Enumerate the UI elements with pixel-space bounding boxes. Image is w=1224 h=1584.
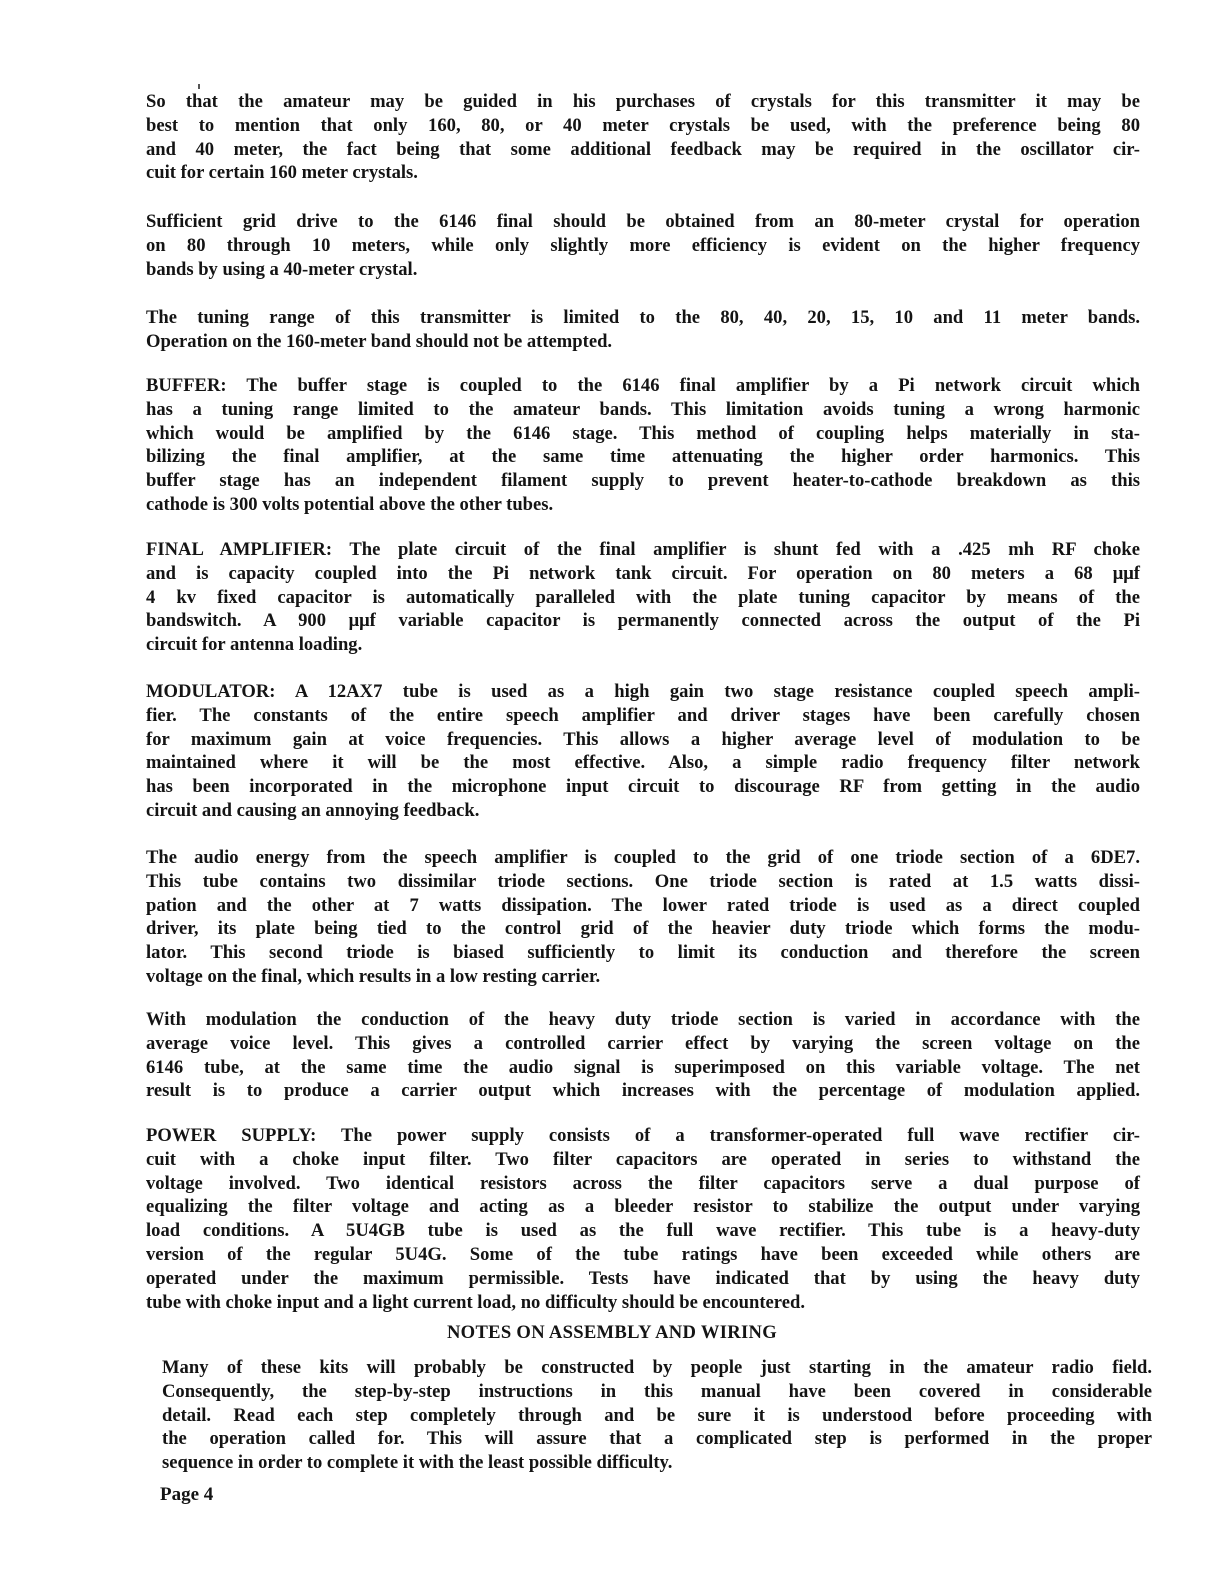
text-line: voltage on the final, which results in a low resting carrier. [146, 965, 601, 987]
text-line: This tube contains two dissimilar triode sections. One triode section is rated at 1.5 watts dissi- [146, 870, 1140, 892]
text-line: pation and the other at 7 watts dissipation. The lower rated triode is used as a direct coupled [146, 894, 1140, 916]
paragraph-modulator [146, 680, 1140, 823]
text-line: voltage involved. Two identical resistors across the filter capacitors serve a dual purpose of [146, 1172, 1140, 1194]
text-line: average voice level. This gives a controlled carrier effect by varying the screen voltage on the [146, 1032, 1140, 1054]
text-line: cathode is 300 volts potential above the other tubes. [146, 493, 554, 515]
text-line: equalizing the filter voltage and acting as a bleeder resistor to stabilize the output under varying [146, 1196, 1140, 1218]
text-line: The audio energy from the speech amplifier is coupled to the grid of one triode section of a 6DE7. [146, 847, 1140, 868]
text-line: With modulation the conduction of the heavy duty triode section is varied in accordance with the [146, 1009, 1140, 1030]
text-line: version of the regular 5U4G. Some of the tube ratings have been exceeded while others are [146, 1243, 1140, 1265]
text-line: fier. The constants of the entire speech amplifier and driver stages have been carefully chosen [146, 704, 1140, 726]
text-line: cuit with a choke input filter. Two filter capacitors are operated in series to withstand the [146, 1148, 1140, 1170]
text-line: MODULATOR: A 12AX7 tube is used as a high gain two stage resistance coupled speech ampli- [146, 681, 1140, 702]
text-line: The tuning range of this transmitter is limited to the 80, 40, 20, 15, 10 and 11 meter bands. [146, 307, 1140, 328]
text-line: operated under the maximum permissible. Tests have indicated that by using the heavy duty [146, 1267, 1140, 1289]
text-line: circuit and causing an annoying feedback. [146, 799, 480, 821]
text-line: Many of these kits will probably be constructed by people just starting in the amateur radio field. [162, 1357, 1152, 1378]
paragraph-grid-drive [146, 210, 1140, 281]
text-line: has been incorporated in the microphone input circuit to discourage RF from getting in the audio [146, 776, 1140, 798]
text-line: bands by using a 40-meter crystal. [146, 258, 418, 280]
text-line: BUFFER: The buffer stage is coupled to the 6146 final amplifier by a Pi network circuit which [146, 375, 1140, 396]
page-number: Page 4 [160, 1484, 214, 1505]
scan-speck [198, 84, 200, 89]
text-line: and 40 meter, the fact being that some additional feedback may be required in the oscillator cir- [146, 138, 1140, 160]
paragraph-tuning-range [146, 306, 1140, 354]
text-line: tube with choke input and a light current load, no difficulty should be encountered. [146, 1291, 805, 1313]
text-line: 4 kv fixed capacitor is automatically paralleled with the plate tuning capacitor by means of the [146, 586, 1140, 608]
text-line: for maximum gain at voice frequencies. This allows a higher average level of modulation to be [146, 728, 1140, 750]
paragraph-crystals [146, 90, 1140, 185]
text-line: lator. This second triode is biased sufficiently to limit its conduction and therefore the screen [146, 942, 1140, 964]
text-line: POWER SUPPLY: The power supply consists of a transformer-operated full wave rectifier cir- [146, 1125, 1140, 1146]
section-heading: NOTES ON ASSEMBLY AND WIRING [446, 1322, 778, 1343]
paragraph-final-amplifier [146, 538, 1140, 657]
text-line: which would be amplified by the 6146 stage. This method of coupling helps materially in sta- [146, 422, 1140, 444]
text-line: result is to produce a carrier output which increases with the percentage of modulation applied. [146, 1080, 1140, 1102]
text-line: detail. Read each step completely through and be sure it is understood before proceeding with [162, 1404, 1152, 1426]
text-line: bandswitch. A 900 μμf variable capacitor is permanently connected across the output of the Pi [146, 610, 1140, 632]
text-line: driver, its plate being tied to the control grid of the heavier duty triode which forms the modu- [146, 918, 1140, 940]
text-line: So that the amateur may be guided in his purchases of crystals for this transmitter it may be [146, 91, 1140, 112]
text-line: has a tuning range limited to the amateur bands. This limitation avoids tuning a wrong harmonic [146, 398, 1140, 420]
text-line: Sufficient grid drive to the 6146 final should be obtained from an 80-meter crystal for operation [146, 211, 1140, 232]
text-line: Consequently, the step-by-step instructions in this manual have been covered in considerable [162, 1380, 1152, 1402]
paragraph-audio-energy [146, 846, 1140, 989]
text-line: 6146 tube, at the same time the audio signal is superimposed on this variable voltage. The net [146, 1056, 1140, 1078]
text-line: cuit for certain 160 meter crystals. [146, 162, 418, 184]
text-line: Operation on the 160-meter band should not be attempted. [146, 330, 613, 352]
text-line: maintained where it will be the most effective. Also, a simple radio frequency filter network [146, 752, 1140, 774]
text-line: on 80 through 10 meters, while only slightly more efficiency is evident on the higher frequency [146, 234, 1140, 256]
text-line: sequence in order to complete it with the least possible difficulty. [162, 1452, 673, 1474]
text-line: buffer stage has an independent filament supply to prevent heater-to-cathode breakdown as this [146, 470, 1140, 492]
text-line: load conditions. A 5U4GB tube is used as the full wave rectifier. This tube is a heavy-duty [146, 1220, 1140, 1242]
text-line: circuit for antenna loading. [146, 634, 363, 656]
paragraph-assembly-notes [162, 1356, 1152, 1475]
text-line: FINAL AMPLIFIER: The plate circuit of the final amplifier is shunt fed with a .425 mh RF choke [146, 539, 1140, 560]
text-line: and is capacity coupled into the Pi network tank circuit. For operation on 80 meters a 68 μμf [146, 562, 1140, 584]
text-line: bilizing the final amplifier, at the same time attenuating the higher order harmonics. This [146, 446, 1140, 468]
text-line: best to mention that only 160, 80, or 40 meter crystals be used, with the preference being 80 [146, 114, 1140, 136]
text-line: the operation called for. This will assure that a complicated step is performed in the proper [162, 1428, 1152, 1450]
paragraph-power-supply [146, 1124, 1140, 1314]
paragraph-modulation-effect [146, 1008, 1140, 1103]
paragraph-buffer [146, 374, 1140, 517]
